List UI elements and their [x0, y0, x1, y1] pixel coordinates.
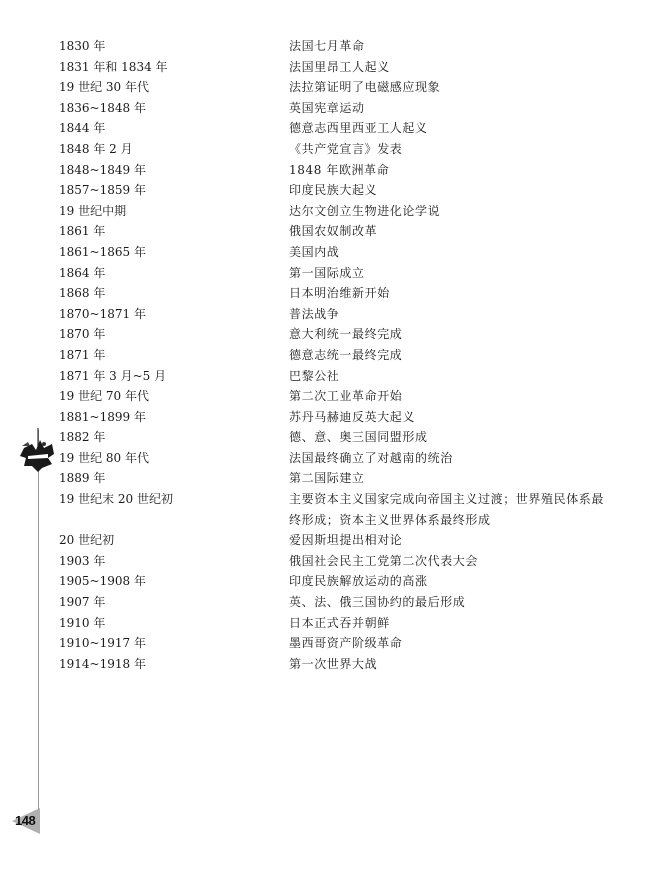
timeline-event: 巴黎公社	[289, 368, 340, 383]
timeline-event: 日本明治维新开始	[289, 286, 390, 301]
timeline-row	[0, 36, 650, 57]
timeline-date: 1870 年	[59, 327, 106, 342]
timeline-row	[0, 427, 650, 448]
timeline-date: 1844 年	[59, 121, 106, 136]
timeline-date: 19 世纪 70 年代	[59, 389, 149, 404]
timeline-row	[0, 118, 650, 139]
timeline-row	[0, 592, 650, 613]
timeline-row	[0, 283, 650, 304]
timeline-date: 1831 年和 1834 年	[59, 59, 168, 74]
timeline-date: 1830 年	[59, 39, 106, 53]
timeline-date: 1868 年	[59, 286, 106, 301]
timeline-row	[0, 242, 650, 263]
timeline-date: 19 世纪 80 年代	[59, 450, 149, 465]
timeline-event: 英、法、俄三国协约的最后形成	[289, 595, 466, 610]
timeline-row	[0, 77, 650, 98]
timeline-date: 1903 年	[59, 553, 106, 568]
timeline-event: 德、意、奥三国同盟形成	[289, 430, 428, 445]
timeline-row	[0, 571, 650, 592]
timeline-date: 1870~1871 年	[59, 306, 146, 321]
timeline-row	[0, 633, 650, 654]
timeline-row	[0, 304, 650, 325]
timeline-date: 1905~1908 年	[59, 574, 146, 589]
timeline-event: 法国里昂工人起义	[289, 59, 390, 74]
timeline-date: 1848~1849 年	[59, 162, 146, 177]
timeline-date: 1914~1918 年	[59, 656, 146, 671]
timeline-date: 1836~1848 年	[59, 100, 146, 115]
timeline-event: 法拉第证明了电磁感应现象	[289, 80, 441, 95]
timeline-event: 第二次工业革命开始	[289, 389, 403, 404]
timeline-row	[0, 57, 650, 78]
timeline-event: 俄国农奴制改革	[289, 224, 378, 239]
timeline-row	[0, 160, 650, 181]
timeline-event: 法国最终确立了对越南的统治	[289, 450, 453, 465]
timeline-date: 1871 年 3 月~5 月	[59, 368, 167, 383]
timeline-row	[0, 489, 650, 530]
timeline-date: 1882 年	[59, 430, 106, 445]
timeline-event: 俄国社会民主工党第二次代表大会	[289, 553, 479, 568]
timeline-event: 德意志统一最终完成	[289, 347, 403, 362]
timeline-row	[0, 201, 650, 222]
timeline-date: 1861~1865 年	[59, 244, 146, 259]
timeline-row	[0, 139, 650, 160]
timeline-row	[0, 345, 650, 366]
timeline-row	[0, 98, 650, 119]
timeline-event: 普法战争	[289, 306, 340, 321]
timeline-row	[0, 407, 650, 428]
timeline-event: 印度民族解放运动的高涨	[289, 574, 428, 589]
timeline-row	[0, 366, 650, 387]
timeline-table	[0, 36, 650, 674]
timeline-event: 意大利统一最终完成	[289, 327, 403, 342]
timeline-row	[0, 263, 650, 284]
timeline-date: 19 世纪 30 年代	[59, 80, 149, 95]
timeline-row	[0, 448, 650, 469]
timeline-event: 第一次世界大战	[289, 656, 378, 671]
timeline-date: 1907 年	[59, 595, 106, 610]
timeline-date: 1910~1917 年	[59, 636, 146, 651]
timeline-row	[0, 530, 650, 551]
timeline-date: 19 世纪末 20 世纪初	[59, 492, 173, 507]
timeline-event: 美国内战	[289, 244, 340, 259]
timeline-event: 达尔文创立生物进化论学说	[289, 203, 441, 218]
timeline-event: 印度民族大起义	[289, 183, 378, 198]
timeline-row	[0, 221, 650, 242]
timeline-event: 墨西哥资产阶级革命	[289, 636, 403, 651]
timeline-row	[0, 654, 650, 675]
timeline-event: 主要资本主义国家完成向帝国主义过渡；世界殖民体系最终形成；资本主义世界体系最终形成	[289, 492, 605, 527]
timeline-row	[0, 180, 650, 201]
timeline-row	[0, 386, 650, 407]
timeline-date: 1910 年	[59, 615, 106, 630]
timeline-date: 1861 年	[59, 224, 106, 239]
page-number: 148	[15, 813, 36, 828]
timeline-date: 1848 年 2 月	[59, 141, 133, 156]
timeline-date: 1881~1899 年	[59, 409, 146, 424]
timeline-date: 1864 年	[59, 265, 106, 280]
timeline-event: 英国宪章运动	[289, 100, 365, 115]
timeline-row	[0, 468, 650, 489]
timeline-row	[0, 551, 650, 572]
timeline-event: 1848 年欧洲革命	[289, 162, 390, 177]
timeline-date: 1889 年	[59, 471, 106, 486]
timeline-row	[0, 324, 650, 345]
timeline-row	[0, 613, 650, 634]
timeline-event: 德意志西里西亚工人起义	[289, 121, 428, 136]
timeline-date: 1871 年	[59, 347, 106, 362]
timeline-event: 第一国际成立	[289, 265, 365, 280]
timeline-event: 第二国际建立	[289, 471, 365, 486]
timeline-event: 爱因斯坦提出相对论	[289, 533, 403, 548]
timeline-date: 20 世纪初	[59, 533, 115, 548]
timeline-event: 苏丹马赫迪反英大起义	[289, 409, 416, 424]
timeline-event: 日本正式吞并朝鲜	[289, 615, 390, 630]
timeline-event: 法国七月革命	[289, 39, 365, 53]
timeline-date: 19 世纪中期	[59, 203, 127, 218]
timeline-event: 《共产党宣言》发表	[289, 141, 403, 156]
timeline-date: 1857~1859 年	[59, 183, 146, 198]
